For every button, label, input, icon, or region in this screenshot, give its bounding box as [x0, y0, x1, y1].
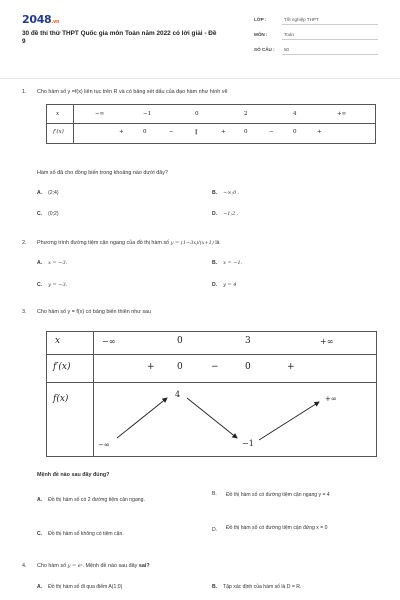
q2-option-a[interactable]: A. x = −3. [37, 260, 68, 266]
q3-option-b-label: B. [212, 491, 217, 497]
q3-x-neg-inf: −∞ [102, 337, 116, 346]
q2-option-c[interactable]: C. y = −3. [37, 282, 68, 288]
q2-text: Phương trình đường tiệm cận ngang của đồ thị hàm số y = (1−3x)/(x+1) là [37, 240, 220, 246]
q3-question: Mệnh đề nào sau đây đúng? [37, 472, 110, 478]
q1-x-4: 4 [293, 111, 297, 117]
q4-number: 4. [22, 563, 27, 569]
q3-x-0: 0 [177, 336, 183, 346]
site-logo[interactable] [22, 13, 59, 26]
q2-formula: y = (1−3x)/(x+1) [170, 240, 214, 246]
q3-x-header: x [55, 336, 61, 346]
socau-underline [282, 54, 378, 55]
q2-number: 2. [22, 240, 27, 246]
socau-value: 50 [284, 47, 290, 52]
mon-underline [282, 39, 378, 40]
logo-suffix: .vn [51, 19, 60, 25]
q1-sign-5: + [221, 129, 226, 135]
mon-label: MÔN : [254, 32, 268, 37]
q3-text: Cho hàm số y = f(x) có bảng biến thiên như sau [37, 309, 152, 315]
q3-option-d-label: D. [212, 527, 218, 533]
q1-x-pos-inf: +∞ [337, 111, 347, 117]
q3-x-pos-inf: +∞ [320, 337, 334, 346]
q1-x-1: −1 [143, 111, 152, 117]
q3-f-min: −1 [242, 439, 254, 448]
q3-fp-sign-2: 0 [177, 362, 183, 372]
q1-option-d[interactable]: D. −1;2 . [212, 211, 239, 217]
q1-number: 1. [22, 89, 27, 95]
q3-fprime-header: f′(x) [53, 362, 71, 372]
q1-sign-7: − [269, 129, 274, 135]
q3-option-a[interactable]: A. Đồ thị hàm số có 2 đường tiệm cận ngang. [37, 497, 145, 503]
q1-sign-table [46, 104, 376, 144]
q3-variation-table [46, 331, 377, 457]
q1-question: Hàm số đã cho đồng biến trong khoảng nào dưới đây? [37, 170, 168, 176]
q1-option-c[interactable]: C. (0;2) [37, 211, 59, 217]
lop-underline [282, 24, 378, 25]
q2-option-b[interactable]: B. x = −1. [212, 260, 243, 266]
header-divider [0, 78, 400, 79]
page-title: 30 đề thi thử THPT Quốc gia môn Toán năm 2022 có lời giải - Đề 9 [22, 30, 217, 45]
logo-text: 2048 [22, 13, 52, 26]
q3-fp-sign-5: + [287, 362, 295, 372]
q1-sign-3: − [169, 129, 174, 135]
q3-arrow-decreasing [187, 398, 237, 438]
q4-formula: y = eˣ [67, 563, 83, 569]
q3-fp-sign-3: − [211, 362, 219, 372]
lop-label: LỚP : [254, 17, 267, 22]
q1-sign-6: 0 [244, 129, 248, 135]
q1-text: Cho hàm số y =f(x) liên tục trên R và có bảng xét dấu của đạo hàm như hình vẽ [37, 89, 228, 95]
q3-number: 3. [22, 309, 27, 315]
q3-f-pos-inf: +∞ [325, 395, 337, 403]
q4-emphasis: sai? [138, 563, 150, 569]
q3-arrow-increasing-2 [259, 402, 319, 440]
q1-option-b[interactable]: B. −∞;0 . [212, 190, 240, 196]
q3-fp-sign-4: 0 [245, 362, 251, 372]
q2-option-d[interactable]: D. y = 4 [212, 282, 237, 288]
q3-f-neg-inf: −∞ [98, 441, 110, 449]
q1-sign-8: 0 [293, 129, 297, 135]
q1-option-a[interactable]: A. (2;4) [37, 190, 59, 196]
q4-text: Cho hàm số y = eˣ. Mệnh đề nào sau đây sai? [37, 563, 150, 569]
q1-x-2: 0 [195, 111, 199, 117]
q1-x-3: 2 [244, 111, 248, 117]
q1-sign-1: + [119, 129, 124, 135]
q3-f-max: 4 [175, 390, 181, 399]
q1-sign-4: ‖ [195, 129, 198, 135]
q3-variation-arrows [47, 332, 378, 458]
socau-label: SỐ CÂU : [254, 47, 275, 52]
q3-x-3: 3 [245, 336, 251, 346]
q3-option-c[interactable]: C. Đồ thị hàm số không có tiệm cận. [37, 531, 124, 537]
q1-fprime-header: f′(x) [53, 129, 64, 135]
q4-option-b[interactable]: B. Tập xác định của hàm số là D = R. [212, 584, 302, 590]
q3-fp-sign-1: + [147, 362, 155, 372]
q4-option-a[interactable]: A. Đồ thị hàm số đi qua điểm A(1;0) [37, 584, 123, 590]
mon-value: Toán [284, 32, 294, 37]
q1-x-header: x [56, 111, 60, 117]
q1-sign-9: + [317, 129, 322, 135]
lop-value: Tốt nghiệp THPT [284, 17, 319, 22]
q1-sign-2: 0 [143, 129, 147, 135]
q3-option-b[interactable]: Đồ thị hàm số có đường tiệm cận ngang y = 4 [226, 492, 330, 498]
q3-arrow-increasing-1 [117, 398, 167, 438]
q3-f-header: f(x) [53, 394, 69, 404]
q3-option-d[interactable]: Đồ thị hàm số có đường tiệm cận đứng x = 0 [226, 525, 328, 531]
q1-x-neg-inf: −∞ [95, 111, 105, 117]
